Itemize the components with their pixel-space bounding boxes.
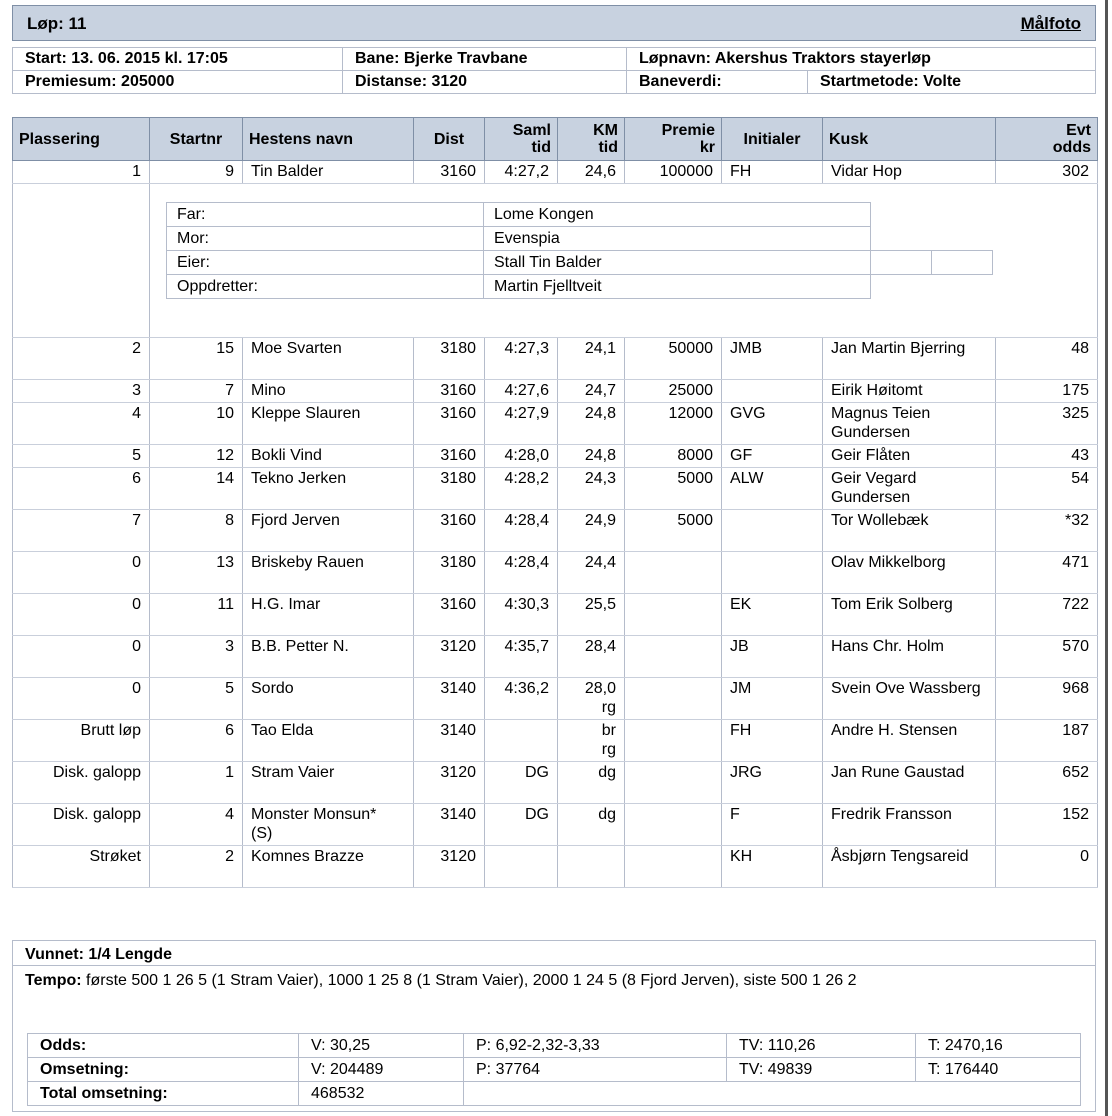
cell-kusk: Eirik Høitomt <box>823 380 996 403</box>
cell-navn: B.B. Petter N. <box>243 636 414 678</box>
cell-navn: Fjord Jerven <box>243 510 414 552</box>
cell-premie <box>625 552 722 594</box>
cell-premie <box>625 678 722 720</box>
cell-initialer: GF <box>722 445 823 468</box>
cell-saml-tid: 4:27,6 <box>485 380 558 403</box>
cell-dist: 3120 <box>414 846 485 888</box>
cell-startnr: 10 <box>150 403 243 445</box>
cell-premie: 5000 <box>625 510 722 552</box>
start-method-info: Startmetode: Volte <box>808 71 1096 94</box>
track-info: Bane: Bjerke Travbane <box>343 48 627 71</box>
scrollbar-edge[interactable] <box>1105 0 1108 1116</box>
race-header <box>12 5 1096 41</box>
cell-saml-tid: 4:28,2 <box>485 468 558 510</box>
cell-initialer <box>722 380 823 403</box>
results-header-row <box>13 118 1098 161</box>
cell-saml-tid <box>485 846 558 888</box>
turnover-tv: TV: 49839 <box>727 1058 916 1082</box>
cell-startnr: 11 <box>150 594 243 636</box>
cell-km-tid: 24,3 <box>558 468 625 510</box>
cell-dist: 3120 <box>414 636 485 678</box>
cell-plassering: Disk. galopp <box>13 762 150 804</box>
cell-dist: 3160 <box>414 380 485 403</box>
table-row <box>13 594 1098 636</box>
cell-navn: Monster Monsun* (S) <box>243 804 414 846</box>
cell-dist: 3140 <box>414 678 485 720</box>
cell-km-tid: 24,7 <box>558 380 625 403</box>
cell-startnr: 1 <box>150 762 243 804</box>
cell-initialer: KH <box>722 846 823 888</box>
cell-initialer: JM <box>722 678 823 720</box>
cell-startnr: 7 <box>150 380 243 403</box>
total-turnover-label: Total omsetning: <box>28 1082 299 1106</box>
cell-initialer: FH <box>722 720 823 762</box>
cell-saml-tid: 4:27,3 <box>485 338 558 380</box>
cell-startnr: 5 <box>150 678 243 720</box>
cell-odds: 175 <box>996 380 1098 403</box>
cell-plassering: 4 <box>13 403 150 445</box>
cell-plassering: 0 <box>13 552 150 594</box>
cell-plassering: 0 <box>13 594 150 636</box>
turnover-p: P: 37764 <box>464 1058 727 1082</box>
cell-navn: Kleppe Slauren <box>243 403 414 445</box>
cell-plassering: 5 <box>13 445 150 468</box>
cell-premie: 25000 <box>625 380 722 403</box>
cell-premie: 50000 <box>625 338 722 380</box>
cell-kusk: Geir Flåten <box>823 445 996 468</box>
odds-tv: TV: 110,26 <box>727 1034 916 1058</box>
cell-km-tid: 24,1 <box>558 338 625 380</box>
cell-odds: 54 <box>996 468 1098 510</box>
table-row <box>13 636 1098 678</box>
cell-navn: Tao Elda <box>243 720 414 762</box>
cell-startnr: 15 <box>150 338 243 380</box>
col-startnr: Startnr <box>150 118 243 161</box>
cell-plassering: Strøket <box>13 846 150 888</box>
results-table <box>12 117 1098 888</box>
race-summary <box>12 940 1096 1112</box>
cell-kusk: Hans Chr. Holm <box>823 636 996 678</box>
cell-startnr: 9 <box>150 161 243 184</box>
cell-premie <box>625 720 722 762</box>
cell-navn: Sordo <box>243 678 414 720</box>
col-premie-line1: Premie <box>661 122 715 139</box>
cell-premie <box>625 636 722 678</box>
cell-saml-tid: 4:35,7 <box>485 636 558 678</box>
cell-dist: 3180 <box>414 552 485 594</box>
cell-plassering: Brutt løp <box>13 720 150 762</box>
cell-premie: 100000 <box>625 161 722 184</box>
cell-odds: 652 <box>996 762 1098 804</box>
cell-initialer: JB <box>722 636 823 678</box>
pedigree-row <box>13 184 1098 338</box>
cell-km-tid: 24,9 <box>558 510 625 552</box>
pedigree-value: Evenspia <box>484 227 871 251</box>
cell-plassering: 0 <box>13 636 150 678</box>
cell-navn: Briskeby Rauen <box>243 552 414 594</box>
cell-navn: Moe Svarten <box>243 338 414 380</box>
cell-kusk: Magnus Teien Gundersen <box>823 403 996 445</box>
cell-initialer: JMB <box>722 338 823 380</box>
distance-info: Distanse: 3120 <box>343 71 627 94</box>
col-evt-odds <box>996 118 1098 161</box>
col-initialer: Initialer <box>722 118 823 161</box>
cell-plassering: 0 <box>13 678 150 720</box>
cell-odds: 570 <box>996 636 1098 678</box>
cell-premie: 8000 <box>625 445 722 468</box>
cell-kusk: Olav Mikkelborg <box>823 552 996 594</box>
cell-km-tid: 28,4 <box>558 636 625 678</box>
col-kusk: Kusk <box>823 118 996 161</box>
won-by: Vunnet: 1/4 Lengde <box>13 941 1095 966</box>
cell-kusk: Jan Rune Gaustad <box>823 762 996 804</box>
cell-odds: *32 <box>996 510 1098 552</box>
pedigree-label: Eier: <box>167 251 484 275</box>
odds-row <box>28 1034 1081 1058</box>
cell-km-tid: dg <box>558 804 625 846</box>
cell-dist: 3160 <box>414 403 485 445</box>
cell-plassering: 6 <box>13 468 150 510</box>
cell-odds: 43 <box>996 445 1098 468</box>
cell-odds: 152 <box>996 804 1098 846</box>
cell-saml-tid <box>485 720 558 762</box>
cell-plassering: 7 <box>13 510 150 552</box>
pedigree-item <box>167 227 993 251</box>
cell-km-tid: 25,5 <box>558 594 625 636</box>
cell-dist: 3180 <box>414 338 485 380</box>
cell-navn: H.G. Imar <box>243 594 414 636</box>
pedigree-item <box>167 203 993 227</box>
cell-dist: 3160 <box>414 510 485 552</box>
cell-navn: Bokli Vind <box>243 445 414 468</box>
cell-saml-tid: DG <box>485 762 558 804</box>
table-row <box>13 678 1098 720</box>
cell-odds: 325 <box>996 403 1098 445</box>
pedigree-value: Stall Tin Balder <box>484 251 871 275</box>
cell-premie <box>625 762 722 804</box>
cell-premie <box>625 594 722 636</box>
col-saml-tid <box>485 118 558 161</box>
table-row <box>13 804 1098 846</box>
cell-navn: Mino <box>243 380 414 403</box>
cell-startnr: 12 <box>150 445 243 468</box>
cell-saml-tid: 4:28,4 <box>485 510 558 552</box>
col-saml-line1: Saml <box>512 122 551 139</box>
turnover-t: T: 176440 <box>916 1058 1081 1082</box>
cell-saml-tid: 4:27,2 <box>485 161 558 184</box>
cell-kusk: Vidar Hop <box>823 161 996 184</box>
cell-saml-tid: DG <box>485 804 558 846</box>
table-row <box>13 445 1098 468</box>
cell-startnr: 8 <box>150 510 243 552</box>
cell-saml-tid: 4:27,9 <box>485 403 558 445</box>
tempo-label: Tempo: <box>25 972 82 989</box>
cell-premie: 12000 <box>625 403 722 445</box>
cell-dist: 3160 <box>414 594 485 636</box>
cell-odds: 187 <box>996 720 1098 762</box>
pedigree-item <box>167 275 993 299</box>
cell-kusk: Jan Martin Bjerring <box>823 338 996 380</box>
track-value-info: Baneverdi: <box>627 71 808 94</box>
cell-odds: 48 <box>996 338 1098 380</box>
cell-navn: Komnes Brazze <box>243 846 414 888</box>
race-name-info: Løpnavn: Akershus Traktors stayerløp <box>627 48 1096 71</box>
tempo-value: første 500 1 26 5 (1 Stram Vaier), 1000 1 25 8 (1 Stram Vaier), 2000 1 24 5 (8 Fjord Jerven), siste 500 1 26 2 <box>81 972 857 989</box>
cell-saml-tid: 4:30,3 <box>485 594 558 636</box>
cell-initialer <box>722 510 823 552</box>
pedigree-label: Far: <box>167 203 484 227</box>
pedigree-value: Lome Kongen <box>484 203 871 227</box>
cell-kusk: Åsbjørn Tengsareid <box>823 846 996 888</box>
col-premie-line2: kr <box>699 139 715 156</box>
col-dist: Dist <box>414 118 485 161</box>
cell-saml-tid: 4:36,2 <box>485 678 558 720</box>
prize-sum-info: Premiesum: 205000 <box>13 71 343 94</box>
cell-kusk: Tom Erik Solberg <box>823 594 996 636</box>
cell-dist: 3160 <box>414 161 485 184</box>
cell-odds: 471 <box>996 552 1098 594</box>
start-info: Start: 13. 06. 2015 kl. 17:05 <box>13 48 343 71</box>
cell-plassering: 3 <box>13 380 150 403</box>
cell-km-tid: 24,6 <box>558 161 625 184</box>
col-premie <box>625 118 722 161</box>
table-row <box>13 762 1098 804</box>
cell-km-tid: br rg <box>558 720 625 762</box>
table-row <box>13 510 1098 552</box>
cell-kusk: Svein Ove Wassberg <box>823 678 996 720</box>
cell-km-tid: dg <box>558 762 625 804</box>
pedigree-label: Mor: <box>167 227 484 251</box>
col-km-tid <box>558 118 625 161</box>
cell-initialer: EK <box>722 594 823 636</box>
odds-p: P: 6,92-2,32-3,33 <box>464 1034 727 1058</box>
cell-premie <box>625 804 722 846</box>
odds-t: T: 2470,16 <box>916 1034 1081 1058</box>
cell-km-tid: 24,8 <box>558 445 625 468</box>
odds-table <box>27 1033 1081 1106</box>
cell-premie <box>625 846 722 888</box>
cell-startnr: 14 <box>150 468 243 510</box>
cell-startnr: 6 <box>150 720 243 762</box>
col-odds-line2: odds <box>1052 139 1091 156</box>
cell-plassering: 2 <box>13 338 150 380</box>
cell-startnr: 13 <box>150 552 243 594</box>
turnover-label: Omsetning: <box>28 1058 299 1082</box>
odds-label: Odds: <box>28 1034 299 1058</box>
cell-plassering: 1 <box>13 161 150 184</box>
cell-dist: 3140 <box>414 804 485 846</box>
odds-v: V: 30,25 <box>299 1034 464 1058</box>
col-plassering: Plassering <box>13 118 150 161</box>
cell-dist: 3120 <box>414 762 485 804</box>
cell-kusk: Fredrik Fransson <box>823 804 996 846</box>
cell-dist: 3160 <box>414 445 485 468</box>
cell-km-tid: 24,4 <box>558 552 625 594</box>
cell-odds: 722 <box>996 594 1098 636</box>
cell-km-tid: 24,8 <box>558 403 625 445</box>
race-title: Løp: 11 <box>27 14 87 33</box>
cell-startnr: 4 <box>150 804 243 846</box>
turnover-row <box>28 1058 1081 1082</box>
table-row <box>13 338 1098 380</box>
col-saml-line2: tid <box>531 139 551 156</box>
cell-km-tid <box>558 846 625 888</box>
table-row <box>13 468 1098 510</box>
table-row <box>13 380 1098 403</box>
cell-navn: Stram Vaier <box>243 762 414 804</box>
cell-saml-tid: 4:28,4 <box>485 552 558 594</box>
cell-initialer: GVG <box>722 403 823 445</box>
cell-startnr: 3 <box>150 636 243 678</box>
cell-navn: Tin Balder <box>243 161 414 184</box>
cell-plassering: Disk. galopp <box>13 804 150 846</box>
cell-initialer: F <box>722 804 823 846</box>
total-turnover-row <box>28 1082 1081 1106</box>
cell-initialer: FH <box>722 161 823 184</box>
cell-kusk: Geir Vegard Gundersen <box>823 468 996 510</box>
col-km-line2: tid <box>598 139 618 156</box>
pedigree-table <box>166 202 993 299</box>
cell-kusk: Tor Wollebæk <box>823 510 996 552</box>
pedigree-item <box>167 251 993 275</box>
cell-dist: 3140 <box>414 720 485 762</box>
cell-saml-tid: 4:28,0 <box>485 445 558 468</box>
col-km-line1: KM <box>593 122 618 139</box>
cell-odds: 968 <box>996 678 1098 720</box>
table-row <box>13 846 1098 888</box>
table-row <box>13 720 1098 762</box>
cell-kusk: Andre H. Stensen <box>823 720 996 762</box>
pedigree-label: Oppdretter: <box>167 275 484 299</box>
cell-initialer: JRG <box>722 762 823 804</box>
table-row <box>13 552 1098 594</box>
cell-navn: Tekno Jerken <box>243 468 414 510</box>
pedigree-value: Martin Fjelltveit <box>484 275 871 299</box>
cell-odds: 302 <box>996 161 1098 184</box>
table-row <box>13 403 1098 445</box>
total-turnover-value: 468532 <box>299 1082 464 1106</box>
cell-startnr: 2 <box>150 846 243 888</box>
turnover-v: V: 204489 <box>299 1058 464 1082</box>
cell-initialer <box>722 552 823 594</box>
cell-odds: 0 <box>996 846 1098 888</box>
col-navn: Hestens navn <box>243 118 414 161</box>
cell-dist: 3180 <box>414 468 485 510</box>
race-info-table <box>12 47 1096 94</box>
tempo-text <box>25 972 1085 990</box>
cell-initialer: ALW <box>722 468 823 510</box>
cell-premie: 5000 <box>625 468 722 510</box>
cell-km-tid: 28,0 rg <box>558 678 625 720</box>
col-odds-line1: Evt <box>1066 122 1091 139</box>
malfoto-link[interactable]: Målfoto <box>1020 14 1081 33</box>
table-row <box>13 161 1098 184</box>
